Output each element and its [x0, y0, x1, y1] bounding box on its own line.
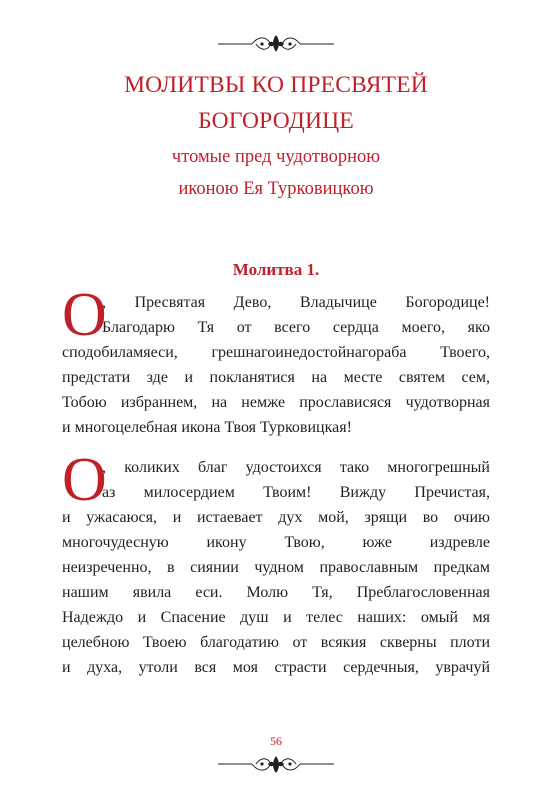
- text-line: Благодарю Тя от всего сердца моего, яко: [102, 319, 490, 336]
- ornament-flourish-icon: [0, 752, 552, 776]
- text-line: , коликих благ удостоихся тако многогрешный: [102, 459, 490, 476]
- text-line: Тобою избраннем, на немже прослависяся чудотворная: [62, 394, 490, 411]
- top-ornament: [0, 32, 552, 56]
- text-line: сподобиламяеси, грешнагоинедостойнагораба Твоего,: [62, 344, 490, 361]
- text-line: и многоцелебная икона Твоя Турковицкая!: [62, 419, 352, 436]
- ornament-flourish-icon: [0, 32, 552, 56]
- prayer-heading: Молитва 1.: [232, 260, 320, 279]
- title-line-1: МОЛИТВЫ КО ПРЕСВЯТЕЙ: [124, 72, 428, 98]
- text-line: целебною Твоею благодатию от всякия скверны плоти: [62, 634, 490, 651]
- subtitle-line-2: иконою Ея Турковицкою: [178, 179, 374, 199]
- text-line: и духа, утоли вся моя страсти сердечныя, уврачуй: [62, 659, 490, 676]
- text-line: неизреченно, в сиянии чудном православным предкам: [62, 559, 490, 576]
- text-line: аз милосердием Твоим! Вижду Пречистая,: [102, 484, 490, 501]
- text-line: многочудесную икону Твою, юже издревле: [62, 534, 490, 551]
- drop-cap: О: [62, 281, 107, 349]
- prayer-paragraph-1: [62, 281, 490, 440]
- subtitle-line-1: чтомые пред чудотворною: [171, 147, 381, 167]
- drop-cap: О: [62, 446, 107, 514]
- page-number: 56: [270, 734, 282, 748]
- title-line-2: БОГОРОДИЦЕ: [198, 108, 354, 134]
- text-line: Надеждо и Спасение душ и телес наших: омый мя: [62, 609, 490, 626]
- prayer-paragraph-2: [62, 446, 490, 680]
- text-line: и ужасаюся, и истаевает дух мой, зрящи во очию: [62, 509, 490, 526]
- text-line: , Пресвятая Дево, Владычице Богородице!: [102, 294, 490, 311]
- bottom-ornament: [0, 752, 552, 776]
- text-line: предстати зде и покланятися на месте святем сем,: [62, 369, 490, 386]
- text-line: нашим явила еси. Молю Тя, Преблагословенная: [62, 584, 490, 601]
